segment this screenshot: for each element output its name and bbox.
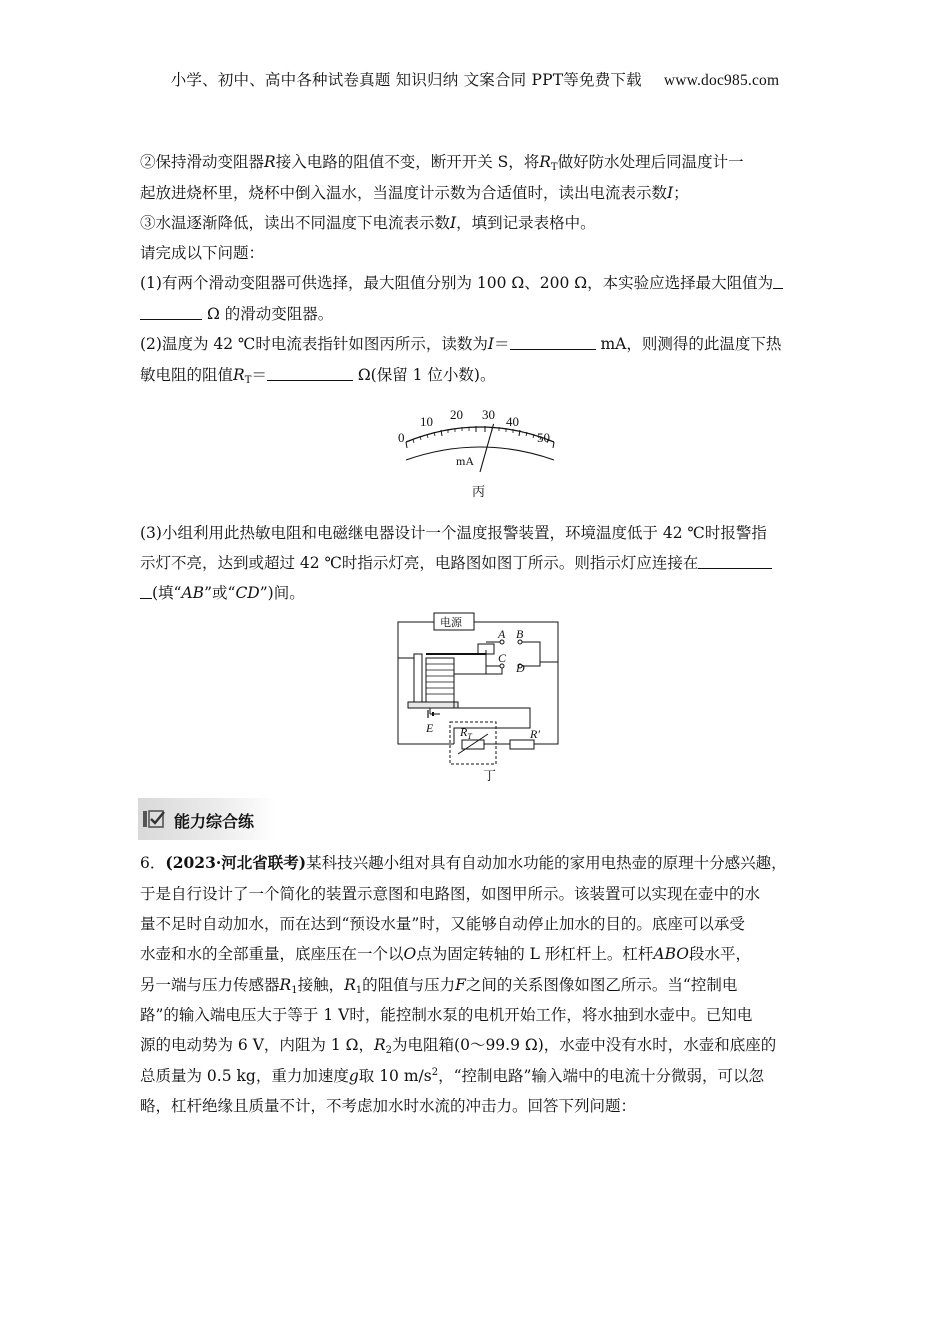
q1-blank-b — [140, 305, 202, 320]
q6-line6: 路”的输入端电压大于等于 1 V时，能控制水泵的电机开始工作，将水抽到水壶中。已知电 — [140, 1006, 753, 1024]
meter-tick-40: 40 — [506, 414, 519, 429]
resistor-Rprime — [510, 740, 534, 749]
q3-line3: (填“AB”或“CD”)间。 — [140, 583, 830, 603]
contact-D: D — [516, 661, 525, 675]
section-badge — [138, 798, 276, 840]
meter-scale-arc — [406, 427, 554, 442]
q1-blank-a — [773, 274, 783, 289]
q2-line2: 敏电阻的阻值$R_T= \Omega$(保留 1 位小数)。 — [140, 366, 496, 386]
page-header — [0, 68, 950, 90]
q2-line1: (2)温度为 42 ℃时电流表指针如图丙所示，读数为I＝ mA，则测得的此温度下热 — [140, 335, 782, 353]
ammeter-figure — [380, 400, 580, 505]
meter-tick-30: 30 — [482, 407, 495, 422]
q3-line1: (3)小组利用此热敏电阻和电磁继电器设计一个温度报警装置，环境温度低于 42 ℃时报警指 — [140, 524, 767, 542]
q6-line9: 略，杠杆绝缘且质量不计，不考虑加水时水流的冲击力。回答下列问题： — [140, 1097, 637, 1115]
q6-line2: 于是自行设计了一个简化的装置示意图和电路图，如图甲所示。该装置可以实现在壶中的水 — [140, 885, 761, 903]
q2-blank-resistance — [267, 366, 353, 381]
meter-major-ticks — [406, 426, 554, 448]
battery-E: E — [426, 721, 434, 735]
meter-inner-arc — [406, 447, 554, 460]
q6-line1: 6．(2023·河北省联考)某科技兴趣小组对具有自动加水功能的家用电热壶的原理十分感兴趣， — [140, 853, 787, 872]
contact-C: C — [498, 651, 507, 665]
q6-line8: 总质量为 0.5 kg，重力加速度g取 10 $m/s^2$，“控制电路”输入端中的电流十分微弱，可以忽 — [140, 1067, 764, 1085]
checkmark-icon — [142, 808, 166, 830]
meter-tick-10: 10 — [420, 414, 433, 429]
q6-line5: 另一端与压力传感器$R_1$接触，$R_1$的阻值与压力F之间的关系图像如图乙所示。当“控制电 — [140, 976, 738, 996]
step2-line2: 起放进烧杯里，烧杯中倒入温水，当温度计示数为合适值时，读出电流表示数I； — [140, 184, 689, 202]
header-site: www.doc985.com — [663, 72, 780, 89]
meter-unit: mA — [456, 454, 474, 468]
q3-blank-b — [140, 584, 152, 599]
q6-line7: 源的电动势为 6 V，内阻为 1 Ω，$R_2$为电阻箱(0～99.9 Ω)，水壶中没有水时，水壶和底座的 — [140, 1036, 777, 1056]
relay-circuit-figure — [390, 610, 570, 785]
step2-line1: ②保持滑动变阻器R接入电路的阻值不变，断开开关 S，将$R_T$做好防水处理后同温度计一 — [140, 153, 744, 173]
q3-line2: 示灯不亮，达到或超过 42 ℃时指示灯亮，电路图如图丁所示。则指示灯应连接在 — [140, 553, 830, 573]
q6-line3: 量不足时自动加水，而在达到“预设水量”时，又能够自动停止加水的目的。底座可以承受 — [140, 915, 745, 933]
section-title: 能力综合练 — [174, 812, 255, 831]
q1-line2: Ω 的滑动变阻器。 — [140, 304, 830, 324]
meter-tick-20: 20 — [450, 407, 463, 422]
q6-source: (2023·河北省联考) — [165, 853, 307, 872]
q2-blank-current — [510, 335, 596, 350]
q1-line1: (1)有两个滑动变阻器可供选择，最大阻值分别为 100 Ω、200 Ω，本实验应选择最大阻值为 — [140, 273, 830, 293]
meter-tick-50: 50 — [537, 430, 550, 445]
rprime-label: R′ — [530, 727, 540, 741]
relay-core — [414, 654, 422, 706]
contact-B: B — [516, 627, 524, 641]
step3-line: ③水温逐渐降低，读出不同温度下电流表示数I，填到记录表格中。 — [140, 214, 596, 232]
relay-coil — [426, 658, 454, 702]
circuit-caption: 丁 — [483, 769, 497, 784]
meter-caption: 丙 — [472, 485, 486, 500]
contact-A: A — [498, 627, 506, 641]
prompt-line: 请完成以下问题： — [140, 244, 265, 262]
meter-minor-ticks — [413, 427, 548, 443]
thermistor-label: $R_T$ — [460, 725, 472, 741]
q6-line4: 水壶和水的全部重量，底座压在一个以O点为固定转轴的 L 形杠杆上。杠杆ABO段水平， — [140, 945, 751, 963]
q3-blank-a — [698, 554, 772, 569]
meter-needle — [480, 424, 494, 472]
header-text: 小学、初中、高中各种试卷真题 知识归纳 文案合同 PPT等免费下载 — [170, 71, 642, 89]
meter-tick-0: 0 — [398, 430, 405, 445]
power-supply-label: 电源 — [440, 616, 462, 629]
